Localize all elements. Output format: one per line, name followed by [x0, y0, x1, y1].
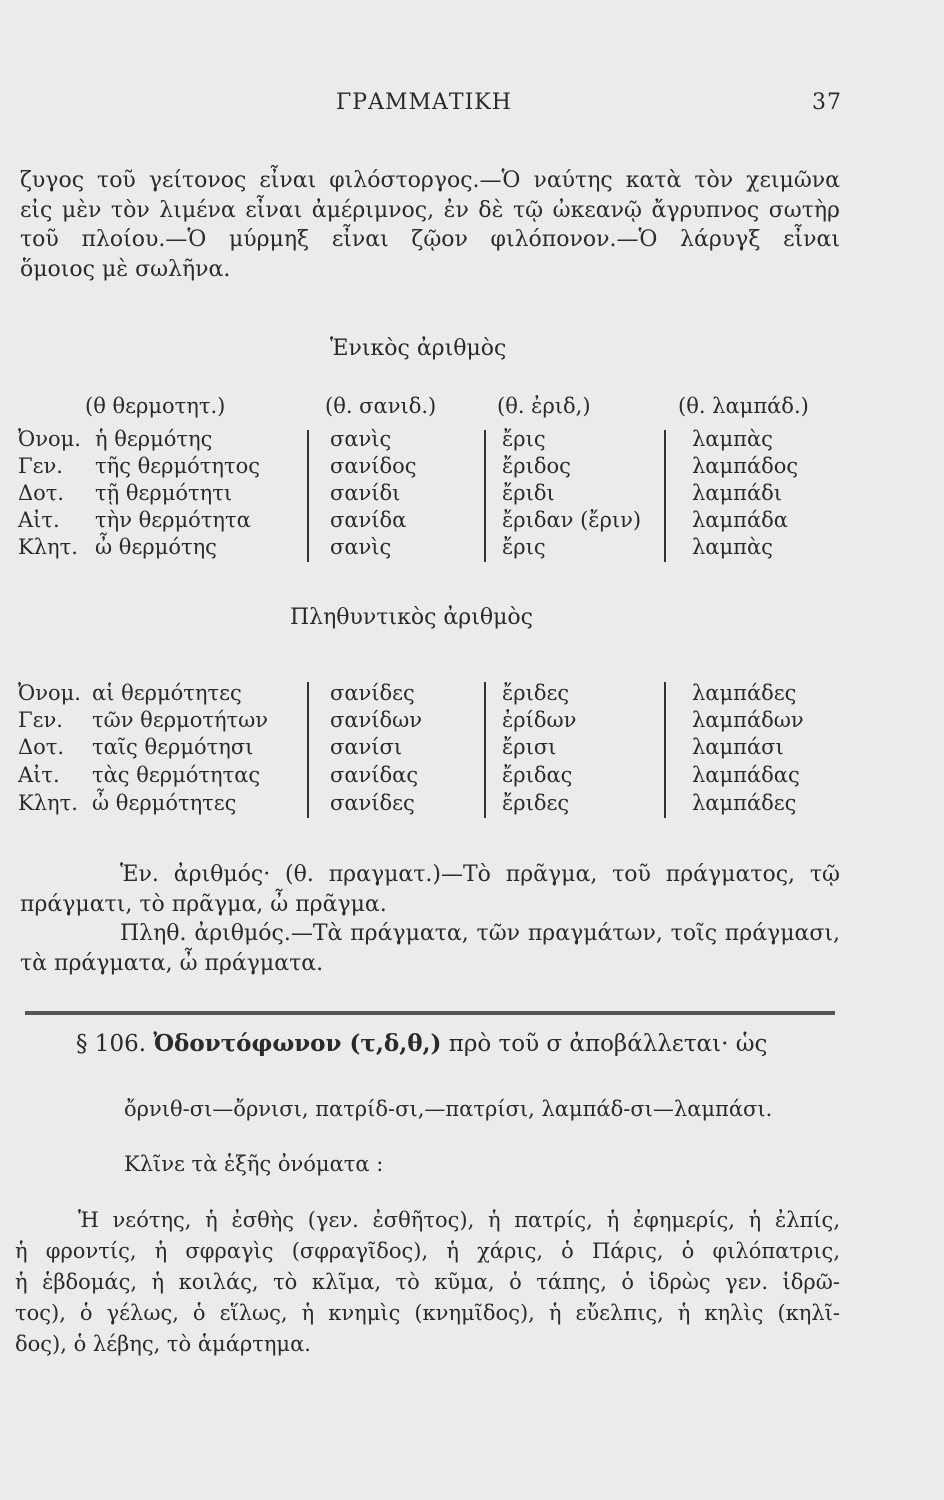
sanis-form: σανίδος: [330, 454, 417, 478]
stem-sanid: (θ. σανιδ.): [325, 394, 437, 418]
column-divider: [484, 430, 486, 562]
sanis-form: σανὶς: [330, 427, 392, 451]
article-form: ὦ θερμότης: [95, 535, 217, 559]
eris-form: ἔριδας: [502, 763, 573, 787]
case-label: Γεν.: [18, 454, 63, 478]
eris-form: ἔριδες: [502, 681, 570, 705]
lampas-form: λαμπάδα: [692, 508, 788, 532]
section-example: ὄρνιθ-σι—ὄρνισι, πατρίδ-σι,—πατρίσι, λαμπάδ-σι—λαμπάσι.: [124, 1097, 773, 1121]
exercise-line: ἡ φροντίς, ἡ σφραγὶς (σφραγῖδος), ἡ χάρις, ὁ Πάρις, ὁ φιλόπατρις,: [15, 1239, 840, 1263]
pragma-paragraph: [20, 860, 840, 978]
section-title-rest: πρὸ τοῦ σ ἀποβάλλεται· ὡς: [448, 1031, 768, 1057]
case-label: Κλητ.: [18, 791, 78, 815]
case-label: Ὀνομ.: [18, 681, 81, 705]
section-number: § 106.: [76, 1031, 147, 1057]
intro-line: ὅμοιος μὲ σωλῆνα.: [20, 256, 231, 282]
column-divider: [307, 682, 309, 818]
case-label: Γεν.: [18, 708, 63, 732]
exercise-line: ἡ ἑβδομάς, ἡ κοιλάς, τὸ κλῖμα, τὸ κῦμα, ὁ τάπης, ὁ ἱδρὼς γεν. ἱδρῶ-: [15, 1270, 840, 1294]
eris-form: ἔριδι: [502, 481, 555, 505]
stem-erid: (θ. ἐριδ,): [497, 394, 591, 418]
column-divider: [484, 682, 486, 818]
case-label: Δοτ.: [18, 735, 65, 759]
intro-line: ζυγος τοῦ γείτονος εἶναι φιλόστοργος.—Ὁ ναύτης κατὰ τὸν χειμῶνα: [20, 168, 840, 193]
lampas-form: λαμπὰς: [692, 535, 773, 559]
case-label: Δοτ.: [18, 481, 65, 505]
column-divider: [307, 430, 309, 562]
column-divider: [664, 430, 666, 562]
lampas-form: λαμπὰς: [692, 427, 773, 451]
sanis-form: σανίδων: [330, 708, 423, 732]
pragma-line: τὰ πράγματα, ὦ πράγματα.: [20, 950, 324, 976]
eris-form: ἔριδος: [502, 454, 571, 478]
lampas-form: λαμπάσι: [692, 735, 784, 759]
article-form: ταῖς θερμότησι: [92, 735, 254, 759]
sanis-form: σανὶς: [330, 535, 392, 559]
article-form: τῶν θερμοτήτων: [92, 708, 269, 732]
case-label: Αἰτ.: [18, 508, 60, 532]
intro-line: τοῦ πλοίου.—Ὁ μύρμηξ εἶναι ζῷον φιλόπονον.—Ὁ λάρυγξ εἶναι: [20, 227, 840, 252]
exercise-line: δος), ὁ λέβης, τὸ ἁμάρτημα.: [15, 1332, 311, 1356]
sanis-form: σανίσι: [330, 735, 403, 759]
lampas-form: λαμπάδες: [692, 791, 797, 815]
section-divider: [25, 1011, 835, 1015]
section-title-bold: Ὀδοντόφωνον (τ,δ,θ,): [153, 1030, 442, 1057]
case-label: Ὀνομ.: [18, 427, 81, 451]
intro-line: εἰς μὲν τὸν λιμένα εἶναι ἀμέριμνος, ἐν δὲ τῷ ὠκεανῷ ἄγρυπνος σωτὴρ: [20, 197, 840, 223]
case-label: Κλητ.: [18, 535, 78, 559]
plural-heading: Πληθυντικὸς ἀριθμὸς: [290, 605, 533, 630]
sanis-form: σανίδα: [330, 508, 407, 532]
sanis-form: σανίδες: [330, 681, 415, 705]
sanis-form: σανίδας: [330, 763, 419, 787]
page-number: 37: [812, 90, 842, 115]
section-title: [76, 1030, 767, 1057]
eris-form: ἔρις: [502, 427, 546, 451]
pragma-line: Ἑν. ἀριθμός· (θ. πραγματ.)—Τὸ πρᾶγμα, τοῦ πράγματος, τῷ: [120, 862, 840, 887]
page-title: ΓΡΑΜΜΑΤΙΚΗ: [336, 90, 512, 115]
case-label: Αἰτ.: [18, 763, 60, 787]
lampas-form: λαμπάδας: [692, 763, 800, 787]
pragma-line: Πληθ. ἀριθμός.—Τὰ πράγματα, τῶν πραγμάτων, τοῖς πράγμασι,: [120, 921, 840, 946]
eris-form: ἐρίδων: [502, 708, 577, 732]
article-form: τὴν θερμότητα: [95, 508, 251, 532]
article-form: ἡ θερμότης: [95, 427, 213, 451]
exercise-paragraph: [15, 1205, 840, 1360]
singular-heading: Ἑνικὸς ἀριθμὸς: [330, 336, 507, 361]
lampas-form: λαμπάδι: [692, 481, 782, 505]
pragma-line: πράγματι, τὸ πρᾶγμα, ὦ πρᾶγμα.: [20, 891, 387, 917]
eris-form: ἔριδαν (ἔριν): [502, 508, 642, 532]
exercise-line: τος), ὁ γέλως, ὁ εἵλως, ἡ κνημὶς (κνημῖδος), ἡ εὔελπις, ἡ κηλὶς (κηλῖ-: [15, 1301, 840, 1325]
intro-paragraph: [20, 166, 840, 284]
article-form: αἱ θερμότητες: [92, 681, 242, 705]
sanis-form: σανίδες: [330, 791, 415, 815]
stem-lampad: (θ. λαμπάδ.): [678, 394, 809, 418]
lampas-form: λαμπάδες: [692, 681, 797, 705]
exercise-line: Ἡ νεότης, ἡ ἐσθὴς (γεν. ἐσθῆτος), ἡ πατρίς, ἡ ἐφημερίς, ἡ ἐλπίς,: [78, 1208, 840, 1232]
article-form: τὰς θερμότητας: [92, 763, 261, 787]
column-divider: [664, 682, 666, 818]
eris-form: ἔρισι: [502, 735, 557, 759]
eris-form: ἔρις: [502, 535, 546, 559]
lampas-form: λαμπάδων: [692, 708, 804, 732]
section-instruction: Κλῖνε τὰ ἑξῆς ὀνόματα :: [124, 1152, 384, 1176]
lampas-form: λαμπάδος: [692, 454, 799, 478]
article-form: τῇ θερμότητι: [95, 481, 233, 505]
article-form: ὦ θερμότητες: [92, 791, 237, 815]
article-form: τῆς θερμότητος: [95, 454, 261, 478]
sanis-form: σανίδι: [330, 481, 401, 505]
stem-thermotet: (θ θερμοτητ.): [85, 394, 226, 418]
eris-form: ἔριδες: [502, 791, 570, 815]
